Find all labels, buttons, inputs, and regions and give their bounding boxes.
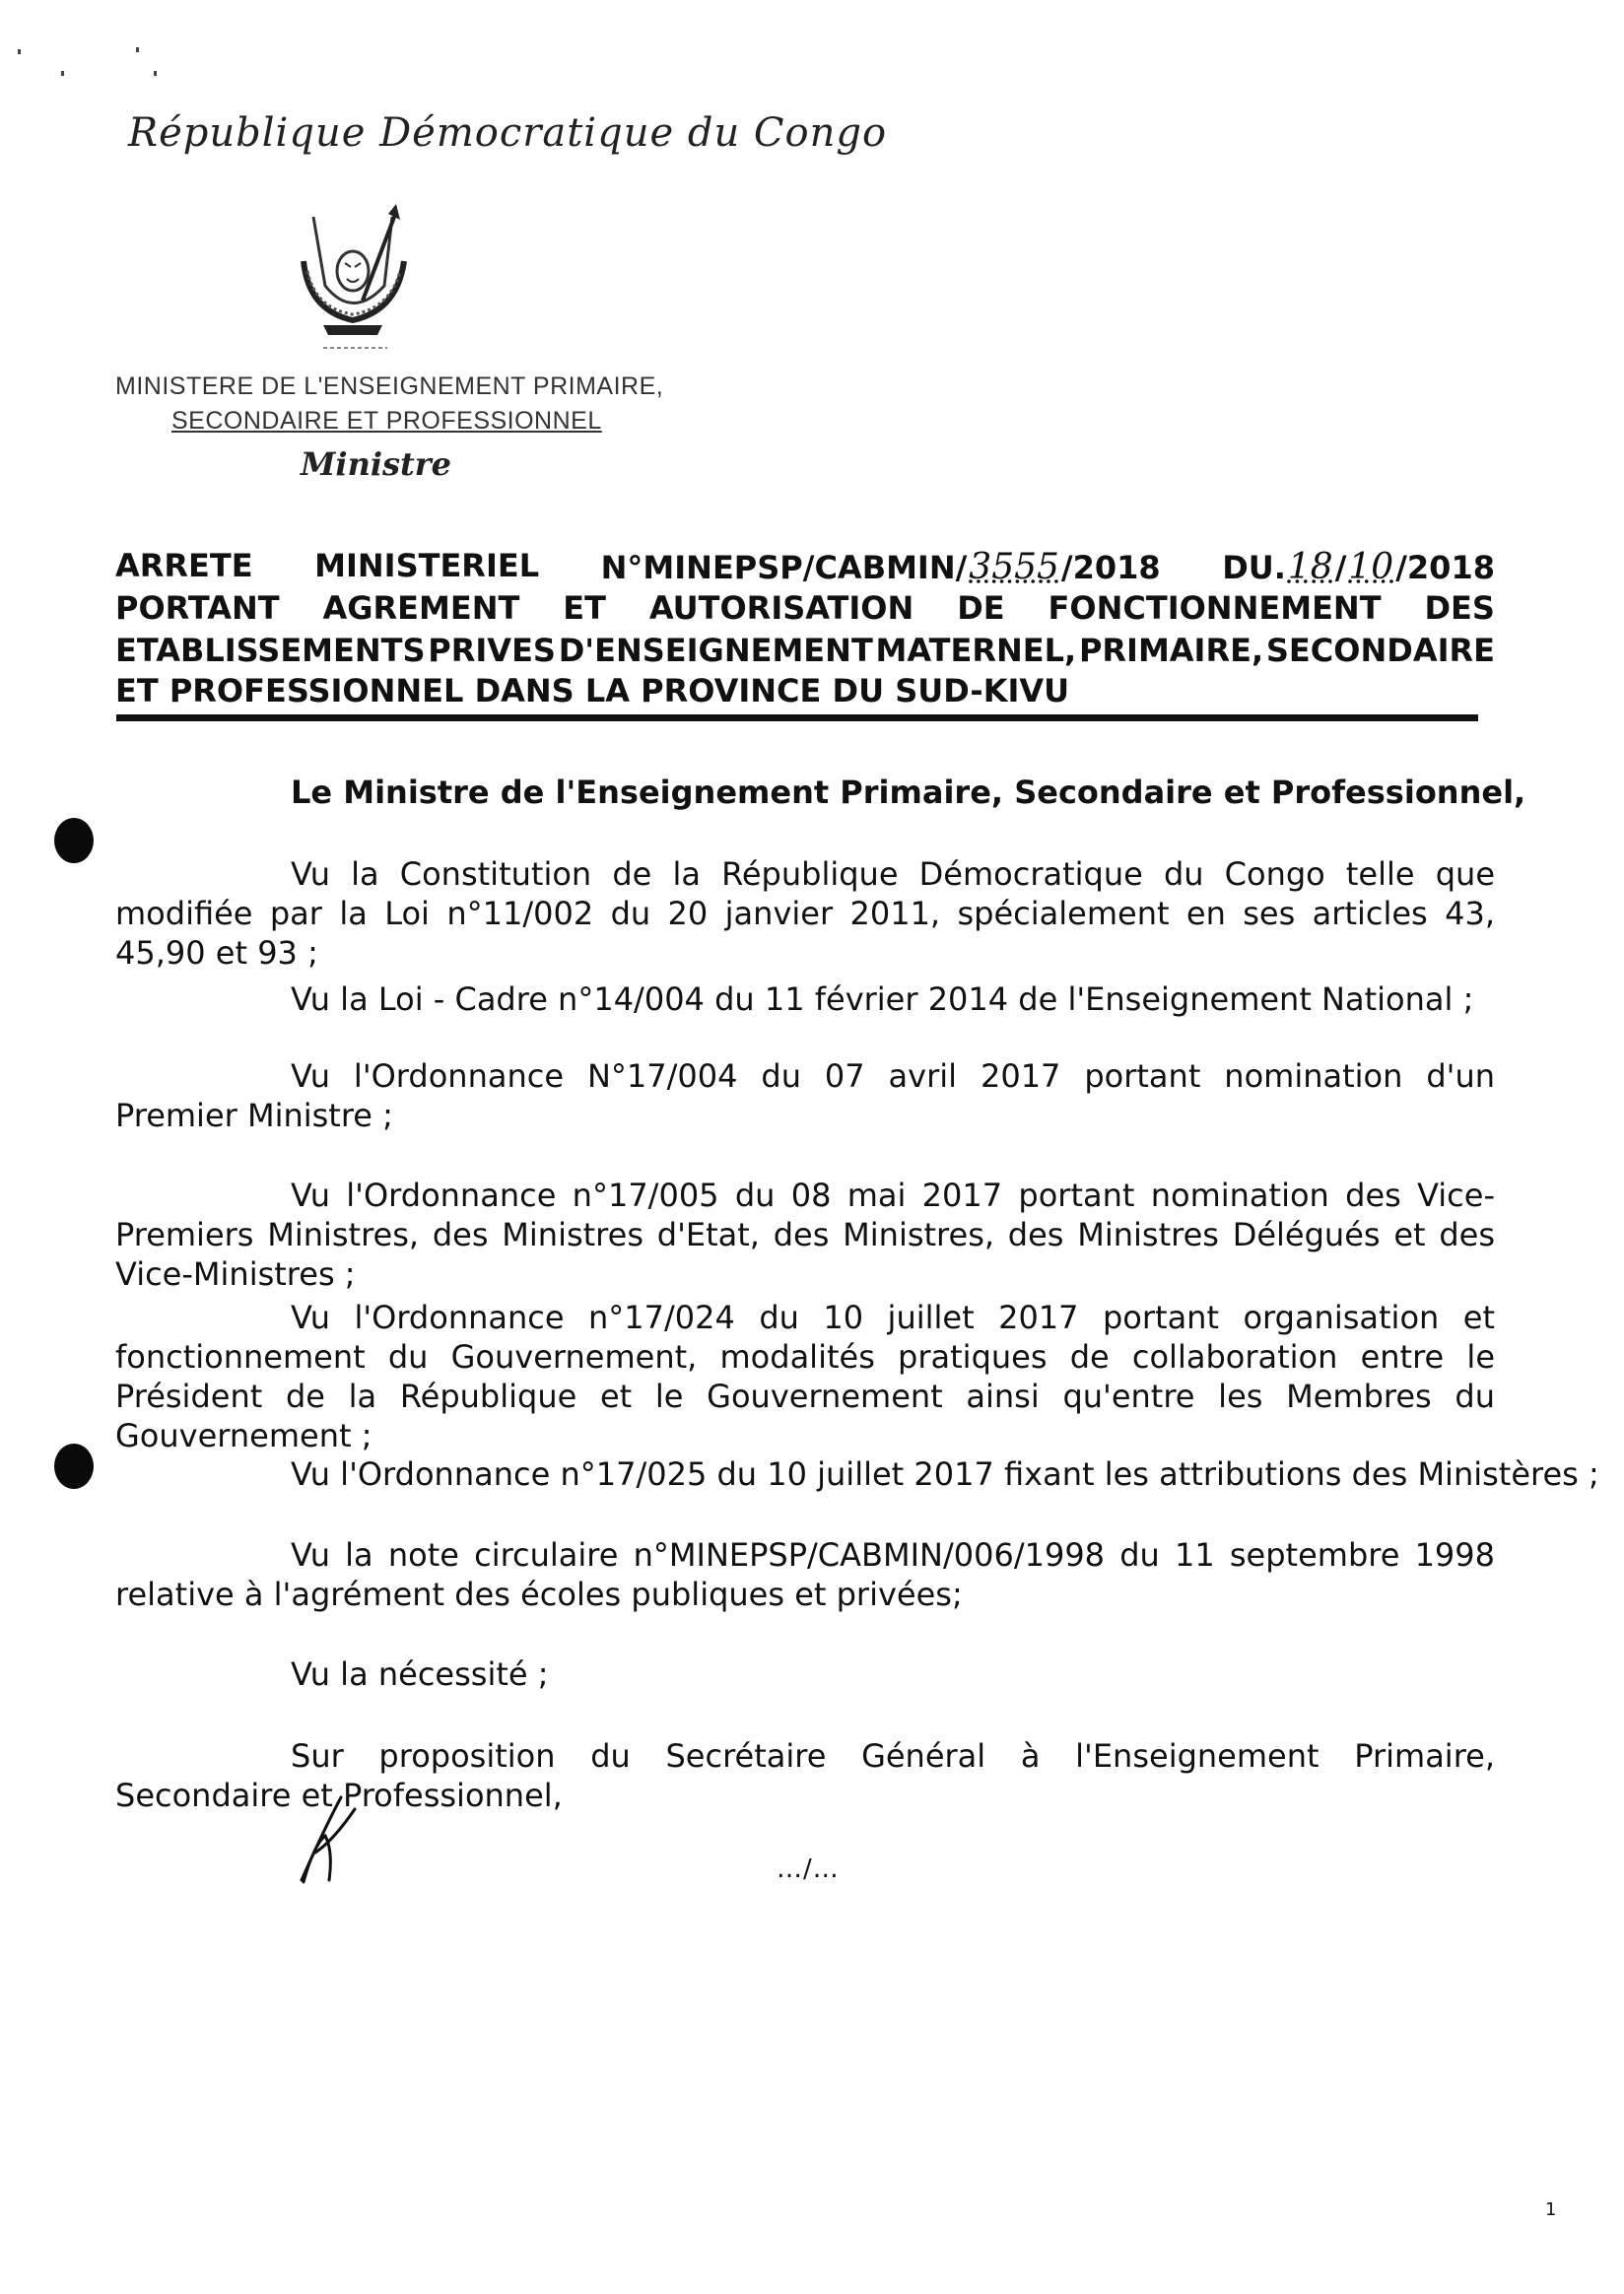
ministry-line-2: SECONDAIRE ET PROFESSIONNEL (171, 407, 602, 435)
punch-hole (54, 818, 94, 863)
considerant-paragraph: Vu la nécessité ; (291, 1655, 549, 1693)
scan-speck (61, 71, 64, 76)
handwritten-month: 10 (1348, 547, 1394, 587)
handwritten-initials (294, 1791, 372, 1890)
scan-speck (154, 71, 157, 76)
considerant-paragraph: Vu la Loi - Cadre n°14/004 du 11 février 2014 de l'Enseignement National ; (291, 980, 1474, 1018)
scan-speck (136, 47, 139, 52)
ministry-line-1: MINISTERE DE L'ENSEIGNEMENT PRIMAIRE, (115, 372, 664, 400)
title-underline-rule (116, 714, 1478, 721)
considerant-paragraph: Sur proposition du Secrétaire Général à l'Enseignement Primaire, Secondaire et Professionnel, (115, 1737, 1495, 1814)
title-word: ET (563, 589, 606, 627)
title-word: ETABLISSEMENTS (115, 632, 426, 669)
title-word: FONCTIONNEMENT (1048, 589, 1382, 627)
continuation-mark: …/… (777, 1855, 840, 1884)
republic-heading: République Démocratique du Congo (128, 110, 888, 156)
decree-date: DU.18/10/2018 (1222, 547, 1495, 587)
title-word: MATERNEL, (875, 632, 1077, 669)
title-word: AGREMENT (322, 589, 520, 627)
decree-title-line-2 (115, 589, 1495, 627)
scan-speck (18, 49, 21, 54)
decree-title-line-4: ET PROFESSIONNEL DANS LA PROVINCE DU SUD-KIVU (115, 672, 1070, 709)
title-word: PORTANT (115, 589, 280, 627)
title-word: PRIVES (428, 632, 556, 669)
considerant-paragraph: Vu l'Ordonnance n°17/024 du 10 juillet 2017 portant organisation et fonctionnement du Gouvernement, modalités pratiques de collaboration entre le Président de la République et le Gouvernement ainsi qu'entre les Membres du Gouvernement ; (115, 1299, 1495, 1454)
title-word: DES (1424, 589, 1495, 627)
title-word: DE (957, 589, 1005, 627)
title-word: PRIMAIRE, (1078, 632, 1264, 669)
considerant-paragraph: Vu l'Ordonnance N°17/004 du 07 avril 2017 portant nomination d'un Premier Ministre ; (115, 1057, 1495, 1134)
title-word: D'ENSEIGNEMENT (558, 632, 873, 669)
punch-hole (54, 1444, 94, 1489)
considerant-paragraph: Vu l'Ordonnance n°17/005 du 08 mai 2017 portant nomination des Vice-Premiers Ministres, des Ministres d'Etat, des Ministres, des Ministres Délégués et des Vice-Ministres ; (115, 1177, 1495, 1293)
title-word: MINISTERIEL (314, 547, 540, 584)
title-word: AUTORISATION (648, 589, 914, 627)
salutation: Le Ministre de l'Enseignement Primaire, Secondaire et Professionnel, (291, 774, 1526, 811)
handwritten-number: 3555 (969, 547, 1059, 587)
title-word: SECONDAIRE (1265, 632, 1495, 669)
considerant-paragraph: Vu la note circulaire n°MINEPSP/CABMIN/006/1998 du 11 septembre 1998 relative à l'agrément des écoles publiques et privées; (115, 1536, 1495, 1613)
page-number: 1 (1545, 2199, 1557, 2220)
decree-title-line-3 (115, 632, 1495, 669)
decree-title-line-1 (115, 547, 1495, 587)
ministre-label: Ministre (301, 445, 452, 483)
considerant-paragraph: Vu l'Ordonnance n°17/025 du 10 juillet 2017 fixant les attributions des Ministères ; (291, 1455, 1599, 1493)
handwritten-day: 18 (1287, 547, 1333, 587)
title-word: ARRETE (115, 547, 253, 584)
considerant-paragraph: Vu la Constitution de la République Démocratique du Congo telle que modifiée par la Loi n°11/002 du 20 janvier 2011, spécialement en ses articles 43, 45,90 et 93 ; (115, 855, 1495, 972)
decree-number: N°MINEPSP/CABMIN/3555/2018 (600, 547, 1161, 587)
coat-of-arms-emblem (294, 202, 417, 350)
